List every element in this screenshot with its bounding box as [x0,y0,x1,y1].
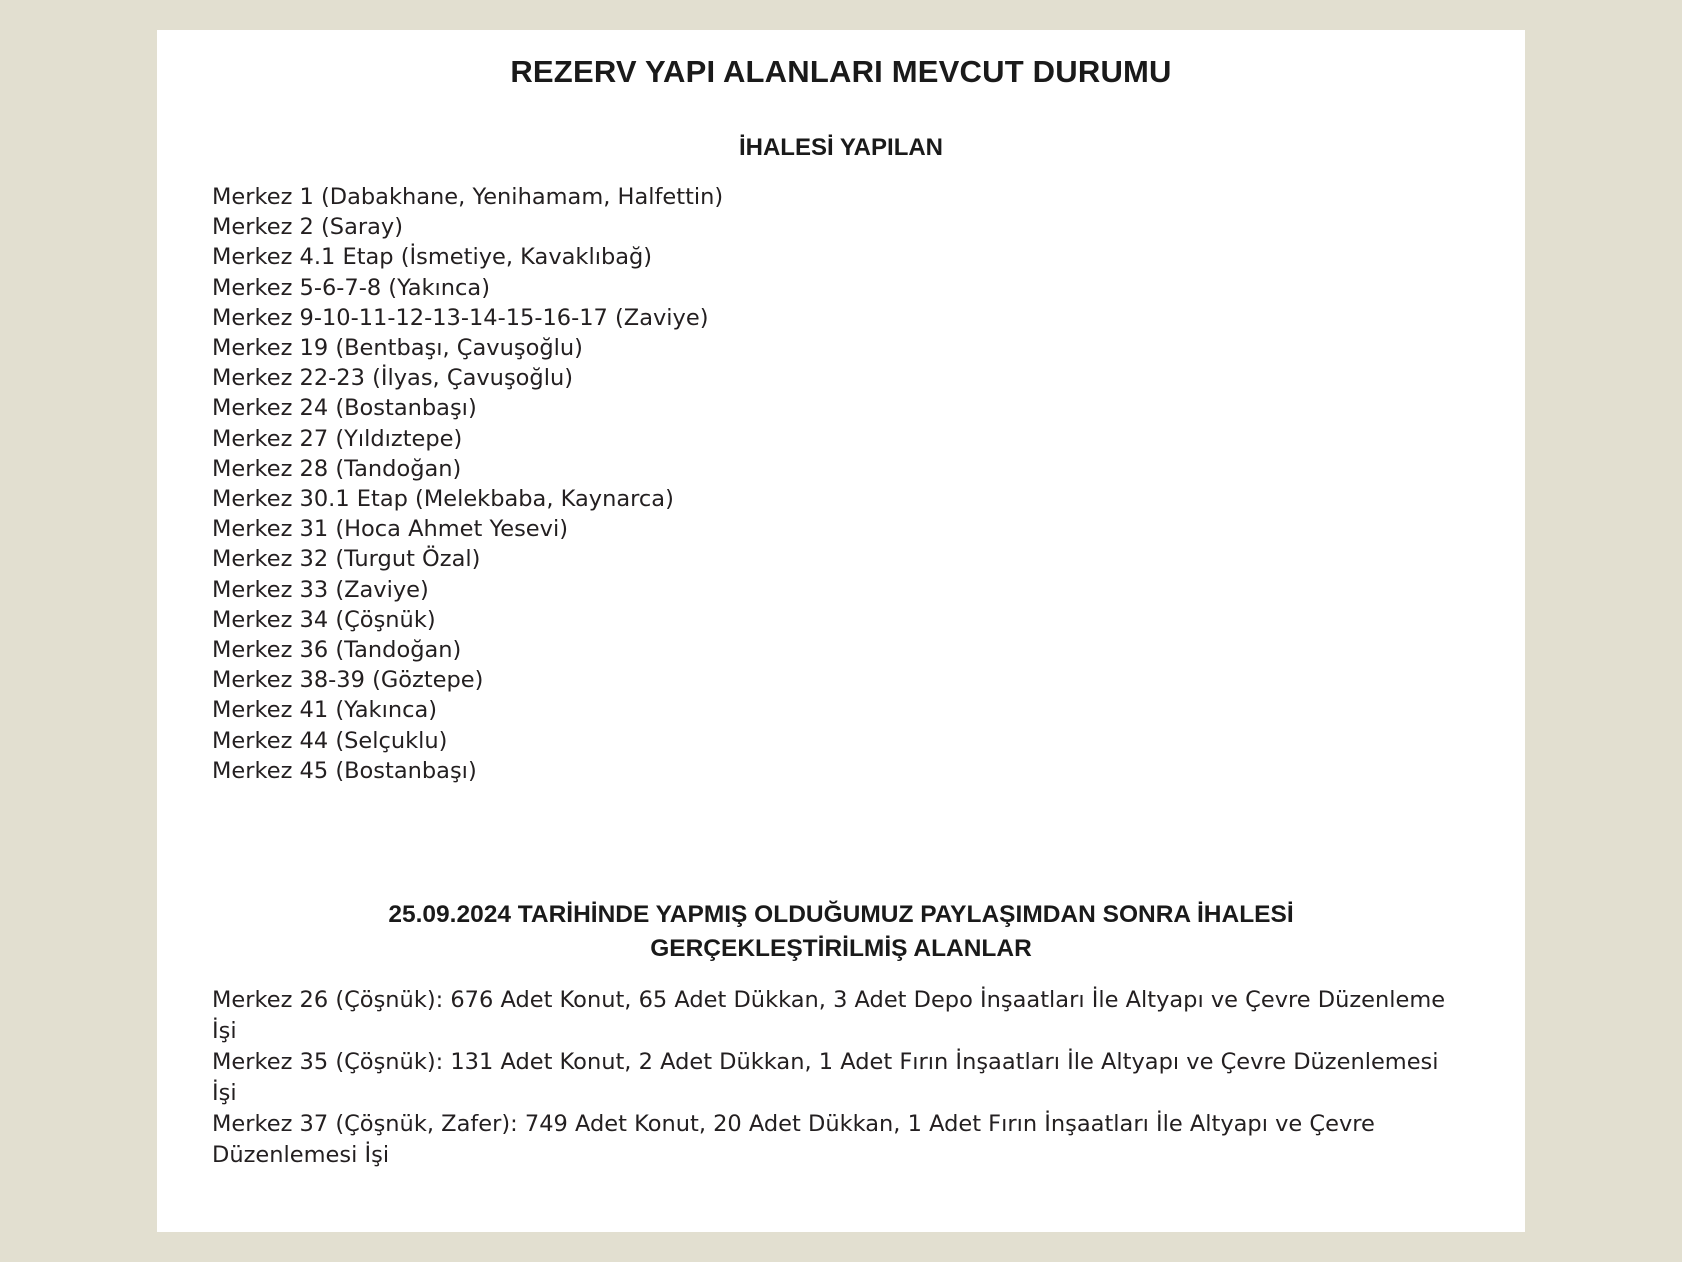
section-subtitle-tendered: İHALESİ YAPILAN [738,134,944,161]
list-item: Merkez 31 (Hoca Ahmet Yesevi) [212,516,568,543]
list-item: Merkez 19 (Bentbaşı, Çavuşoğlu) [212,335,583,362]
list-item: Merkez 9-10-11-12-13-14-15-16-17 (Zaviye) [212,304,709,331]
list-item: Merkez 2 (Saray) [212,214,403,241]
recent-tenders-list [212,985,1462,1171]
document-page [157,30,1525,1232]
list-item: Merkez 28 (Tandoğan) [212,455,462,482]
list-item: Merkez 4.1 Etap (İsmetiye, Kavaklıbağ) [212,244,653,271]
list-item: Merkez 34 (Çöşnük) [212,606,436,633]
list-item: Merkez 41 (Yakınca) [212,697,438,724]
recent-tenders-heading-line2: GERÇEKLEŞTİRİLMİŞ ALANLAR [650,935,1032,962]
list-item: Merkez 26 (Çöşnük): 676 Adet Konut, 65 Adet Dükkan, 3 Adet Depo İnşaatları İle Altyapı ve Çevre Düzenleme İşi [212,987,1446,1044]
list-item: Merkez 45 (Bostanbaşı) [212,757,477,784]
recent-tenders-section [157,898,1525,966]
list-item: Merkez 27 (Yıldıztepe) [212,425,463,452]
recent-tenders-heading-line1: 25.09.2024 TARİHİNDE YAPMIŞ OLDUĞUMUZ PAYLAŞIMDAN SONRA İHALESİ [388,901,1294,928]
list-item: Merkez 37 (Çöşnük, Zafer): 749 Adet Konut, 20 Adet Dükkan, 1 Adet Fırın İnşaatları İle Altyapı ve Çevre Düzenlemesi İşi [212,1111,1375,1168]
list-item: Merkez 38-39 (Göztepe) [212,667,484,694]
list-item: Merkez 22-23 (İlyas, Çavuşoğlu) [212,365,573,392]
page-title: REZERV YAPI ALANLARI MEVCUT DURUMU [510,54,1172,89]
list-item: Merkez 35 (Çöşnük): 131 Adet Konut, 2 Adet Dükkan, 1 Adet Fırın İnşaatları İle Altyapı ve Çevre Düzenlemesi İşi [212,1049,1439,1106]
recent-tenders-heading [336,898,1346,966]
list-item: Merkez 36 (Tandoğan) [212,637,462,664]
tendered-areas-list [212,182,1482,786]
list-item: Merkez 32 (Turgut Özal) [212,546,481,573]
list-item: Merkez 33 (Zaviye) [212,576,429,603]
list-item: Merkez 44 (Selçuklu) [212,727,448,754]
list-item: Merkez 30.1 Etap (Melekbaba, Kaynarca) [212,486,674,513]
list-item: Merkez 5-6-7-8 (Yakınca) [212,274,490,301]
list-item: Merkez 1 (Dabakhane, Yenihamam, Halfettin) [212,184,724,210]
list-item: Merkez 24 (Bostanbaşı) [212,395,477,422]
